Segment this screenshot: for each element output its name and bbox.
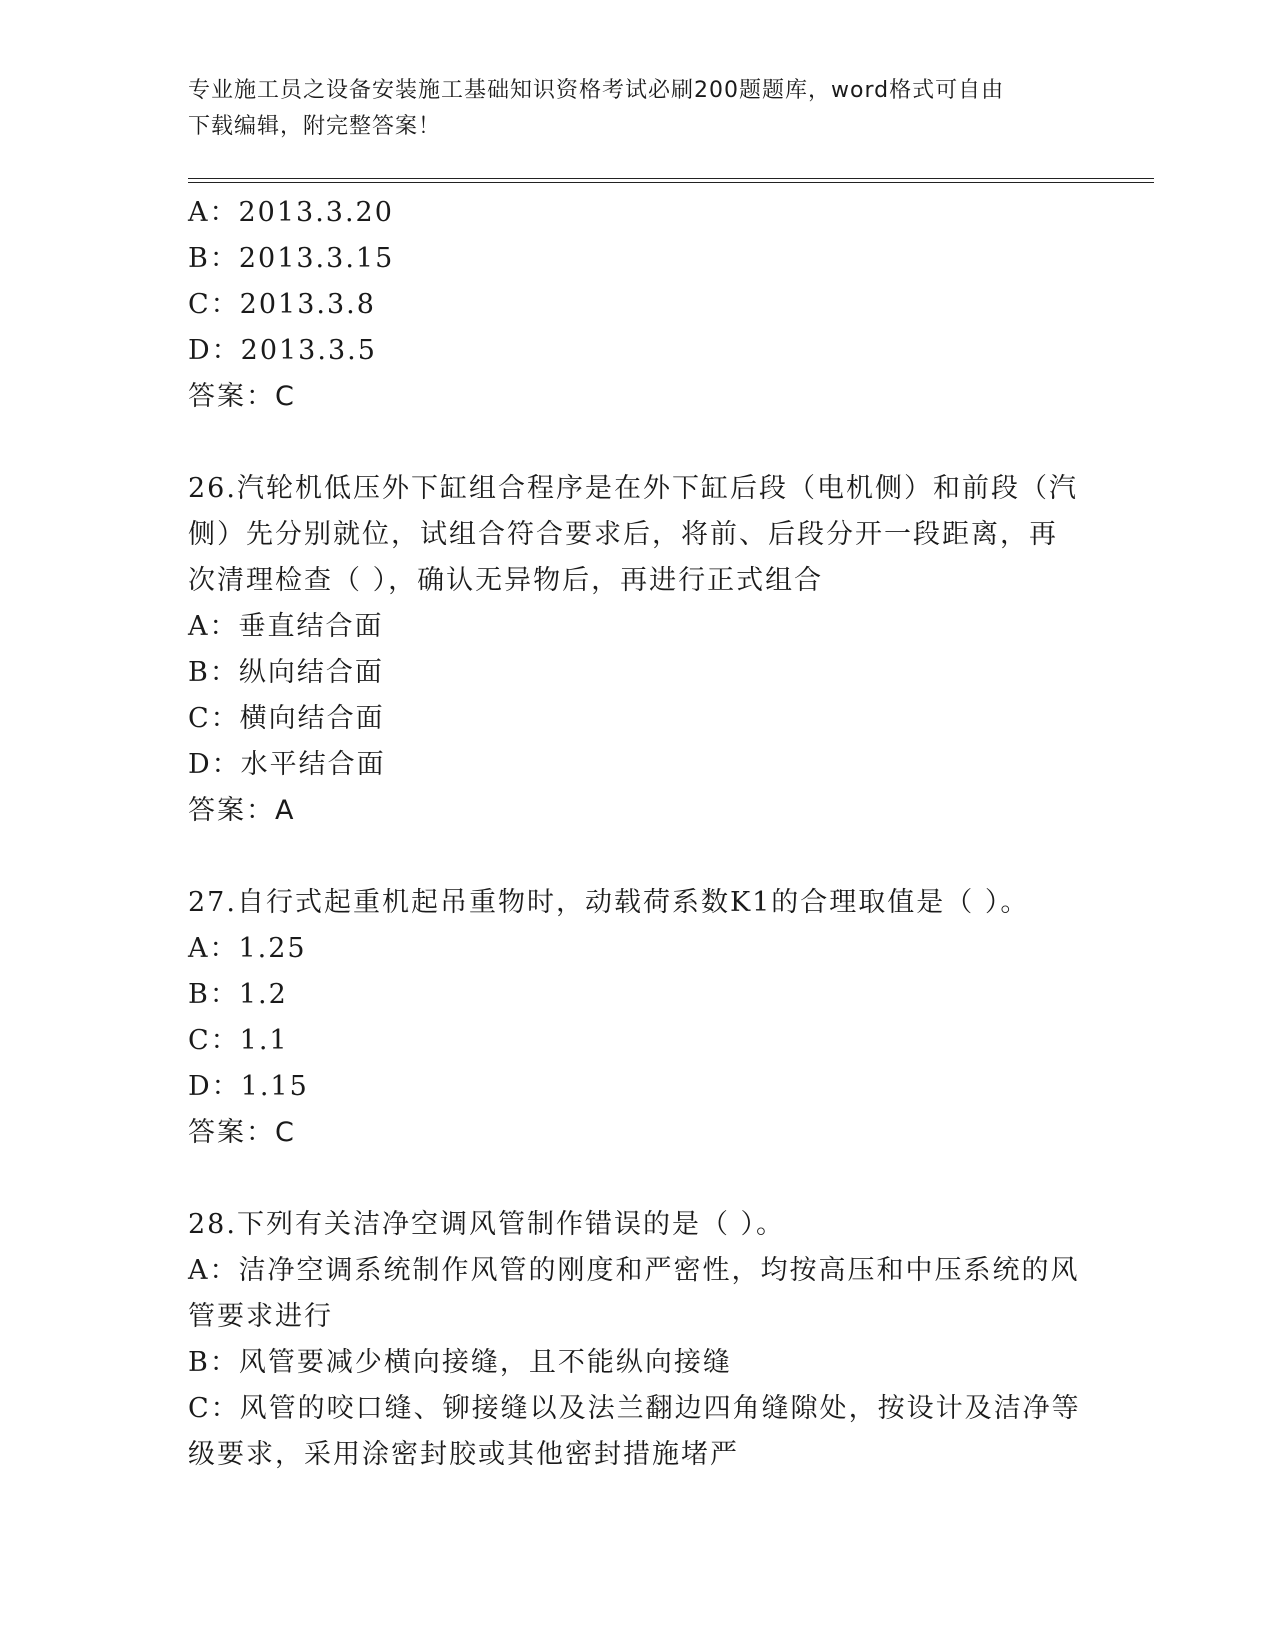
question-text-line: 27.自行式起重机起吊重物时，动载荷系数K1的合理取值是（ ）。 [188,887,1030,918]
previous-question [188,190,1088,420]
answer: 答案：A [188,795,296,826]
option-d: D：水平结合面 [188,749,386,780]
question-text-line: 28.下列有关洁净空调风管制作错误的是（ ）。 [188,1209,786,1240]
option-c-line: 级要求，采用涂密封胶或其他密封措施堵严 [188,1439,739,1470]
option-b: B：1.2 [188,979,288,1010]
question-26 [188,466,1088,834]
question-text-line: 侧）先分别就位，试组合符合要求后，将前、后段分开一段距离，再 [188,519,1058,550]
option-a: A：2013.3.20 [188,197,394,228]
option-d: D：2013.3.5 [188,335,377,366]
option-c: C：2013.3.8 [188,289,376,320]
answer: 答案：C [188,1117,296,1148]
option-b: B：2013.3.15 [188,243,395,274]
option-b: B：风管要减少横向接缝，且不能纵向接缝 [188,1347,732,1378]
option-a: A：垂直结合面 [188,611,384,642]
option-d: D：1.15 [188,1071,309,1102]
option-a: A：1.25 [188,933,307,964]
header-line-1: 专业施工员之设备安装施工基础知识资格考试必刷200题题库，word格式可自由 [188,78,1005,103]
question-list [188,190,1088,1478]
option-c: C：横向结合面 [188,703,385,734]
answer: 答案：C [188,381,296,412]
option-c-line: C：风管的咬口缝、铆接缝以及法兰翻边四角缝隙处，按设计及洁净等 [188,1393,1081,1424]
question-text-line: 26.汽轮机低压外下缸组合程序是在外下缸后段（电机侧）和前段（汽 [188,473,1078,504]
question-27 [188,880,1088,1156]
question-text-line: 次清理检查（ ），确认无异物后，再进行正式组合 [188,565,824,596]
option-c: C：1.1 [188,1025,289,1056]
document-header [188,73,1088,145]
option-a-line: 管要求进行 [188,1301,333,1332]
option-a-line: A：洁净空调系统制作风管的刚度和严密性，均按高压和中压系统的风 [188,1255,1080,1286]
question-28 [188,1202,1088,1478]
header-line-2: 下载编辑，附完整答案！ [188,114,442,139]
header-divider [188,178,1154,183]
option-b: B：纵向结合面 [188,657,384,688]
